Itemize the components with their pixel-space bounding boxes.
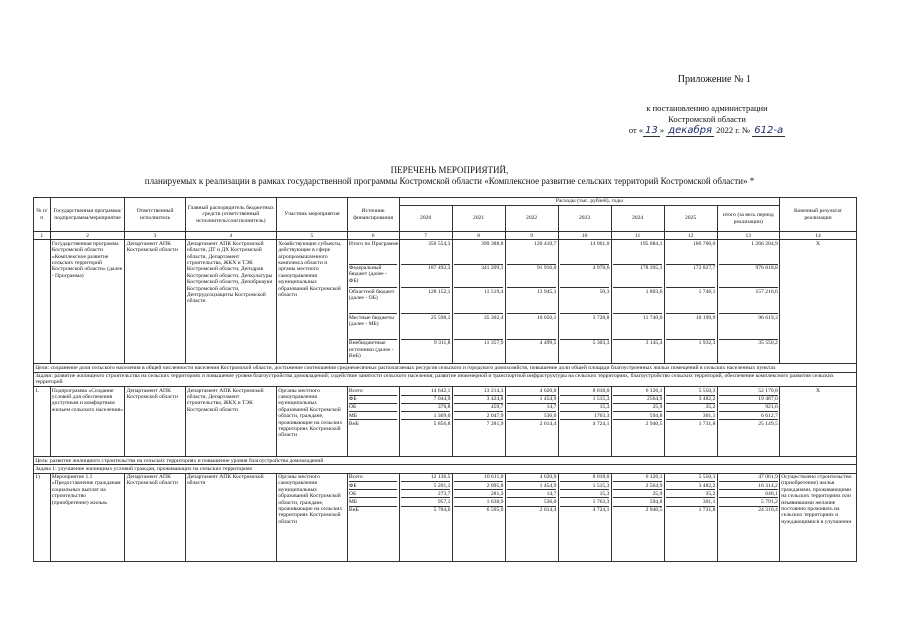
- col-number: 3: [125, 232, 185, 240]
- program-row: [34, 240, 857, 364]
- value-cell: 5 791,2: [719, 498, 778, 506]
- program-executor: Департамент АПК Костромской области: [125, 240, 185, 364]
- task-row: [34, 372, 857, 387]
- source-label: Федеральный бюджет (далее - ФБ): [349, 265, 398, 289]
- value-cell: 15,3: [560, 404, 610, 412]
- value-cell: 3 482,2: [666, 482, 716, 490]
- header-total: итого (за весь период реализации): [717, 206, 779, 232]
- source-label: Всего: [349, 388, 398, 396]
- value-cell: 341 209,1: [454, 265, 504, 289]
- value-cell: 4 620,0: [507, 388, 557, 396]
- subprogram-year-col: [611, 387, 664, 457]
- source-label: МБ: [349, 412, 398, 420]
- value-cell: 24 310,4: [758, 507, 778, 514]
- value-cell: 1 515,3: [560, 482, 610, 490]
- value-cell: 11 740,0: [613, 314, 663, 340]
- header-participant: Участник мероприятия: [277, 198, 348, 232]
- title-line-2: планируемых к реализации в рамках государственной программы Костромской области «Комплексное развитие сельских территорий Костромской области» *: [144, 176, 755, 186]
- value-cell: 5 550,3: [666, 388, 716, 396]
- value-cell: 536,0: [507, 498, 557, 506]
- value-cell: 15,3: [560, 490, 610, 498]
- col-number: 4: [185, 232, 276, 240]
- value-cell: 2 047,9: [454, 412, 504, 420]
- measure-gr: Департамент АПК Костромской области: [185, 473, 276, 561]
- value-cell: 4 620,0: [507, 474, 557, 482]
- value-cell: 3 728,8: [560, 314, 610, 340]
- value-cell: 6 126,1: [613, 474, 663, 482]
- value-cell: 459,7: [454, 404, 504, 412]
- subprogram-year-col: [664, 387, 717, 457]
- source-label: Внебюджетные источники (далее - ВнБ): [348, 340, 394, 360]
- value-cell: 14,7: [507, 490, 557, 498]
- task-row: [34, 465, 857, 473]
- measure-row: [34, 473, 857, 561]
- value-cell: 128 152,1: [401, 288, 451, 314]
- value-cell: 6 595,0: [486, 507, 504, 514]
- value-cell: 2 564,9: [613, 482, 663, 490]
- source-label: ОБ: [349, 490, 398, 498]
- value-cell: 10 199,9: [666, 314, 716, 340]
- value-cell: 1 266 204,9: [719, 241, 778, 265]
- value-cell: 957,1: [401, 498, 451, 506]
- value-cell: 4 978,6: [560, 265, 610, 289]
- subprogram-year-col: [505, 387, 558, 457]
- value-cell: 5 704,6: [433, 507, 451, 514]
- decree-date-line: [622, 125, 792, 136]
- value-cell: 9 311,8: [433, 340, 451, 347]
- value-cell: 1 731,8: [698, 420, 716, 427]
- value-cell: 172 827,7: [666, 265, 716, 289]
- value-cell: 8 018,0: [560, 388, 610, 396]
- measure-sources: [347, 473, 399, 561]
- col-number: 6: [347, 232, 399, 240]
- header-result: Конечный результат реализации: [780, 198, 857, 232]
- measure-participant: Органы местного самоуправления муниципальных образований Костромской области, граждане, проживающие на сельских территориях Костромской области: [277, 473, 348, 561]
- value-cell: 52 170,8: [719, 388, 778, 396]
- value-cell: 2 095,8: [454, 482, 504, 490]
- value-cell: 536,0: [507, 412, 557, 420]
- value-cell: 976 818,8: [719, 265, 778, 289]
- value-cell: 16 314,2: [719, 482, 778, 490]
- measure-year-col: [399, 473, 452, 561]
- header-name: Государственная программа/подпрограмма/мероприятие: [50, 198, 125, 232]
- subprogram-num: 1.: [34, 387, 51, 457]
- col-number: 2: [50, 232, 125, 240]
- source-label: ВнБ: [348, 420, 359, 427]
- col-number: 5: [277, 232, 348, 240]
- measure-total-col: [717, 473, 779, 561]
- subprogram-year-col: [558, 387, 611, 457]
- header-source: Источник финансирования: [347, 198, 399, 232]
- date-prefix: от «: [628, 125, 644, 135]
- value-cell: 370,8: [401, 404, 451, 412]
- value-cell: 4 724,1: [592, 507, 610, 514]
- goal-row: [34, 364, 857, 372]
- measures-table: [33, 197, 857, 562]
- value-cell: 91 916,0: [507, 265, 557, 289]
- value-cell: 301,1: [666, 412, 716, 420]
- value-cell: 2 614,4: [539, 507, 557, 514]
- measure-num: 1): [34, 473, 51, 561]
- value-cell: 281,3: [454, 490, 504, 498]
- source-label: ФБ: [349, 396, 398, 404]
- value-cell: 301,1: [666, 498, 716, 506]
- date-month: декабря: [668, 125, 712, 136]
- header-expenses: Расходы (тыс. рублей), годы: [399, 198, 779, 206]
- value-cell: 350 554,3: [401, 241, 451, 265]
- value-cell: 4 499,5: [539, 340, 557, 347]
- program-num: [34, 240, 51, 364]
- value-cell: 120 410,7: [507, 241, 557, 265]
- value-cell: 1 515,3: [560, 396, 610, 404]
- measure-year-col: [505, 473, 558, 561]
- value-cell: 11 357,9: [484, 340, 504, 347]
- value-cell: 5 856,8: [433, 420, 451, 427]
- decree-line-2: Костромской области: [668, 114, 746, 124]
- measure-result: Осуществлено строительство (приобретение) жилья гражданами, проживающими на сельских территориях или изъявившими желание постоянно проживать на сельских территориях и нуждающимися в улучшении: [780, 473, 857, 561]
- col-number: 10: [558, 232, 611, 240]
- program-year-col: [558, 240, 611, 364]
- value-cell: 35 550,2: [758, 340, 778, 347]
- col-number: 8: [452, 232, 505, 240]
- value-cell: 14,7: [507, 404, 557, 412]
- program-year-col: [664, 240, 717, 364]
- header-year: 2024: [611, 206, 664, 232]
- value-cell: 5 303,3: [592, 340, 610, 347]
- document-title: [0, 165, 899, 187]
- program-name: Государственная программа Костромской области «Комплексное развитие сельских территорий Костромской области» (далее - Программа): [50, 240, 125, 364]
- header-year: 2021: [452, 206, 505, 232]
- value-cell: 5 550,3: [666, 474, 716, 482]
- value-cell: 10 611,0: [454, 474, 504, 482]
- program-year-col: [505, 240, 558, 364]
- value-cell: 1 369,6: [401, 412, 451, 420]
- subprogram-total-col: [717, 387, 779, 457]
- value-cell: 594,8: [613, 412, 663, 420]
- value-cell: 1 746,1: [666, 288, 716, 314]
- date-mid: »: [659, 125, 665, 135]
- value-cell: 646,1: [719, 490, 778, 498]
- program-gr: Департамент АПК Костромской области, ДТ и ДХ Костромской области, Департамент строительства, ЖКХ и ТЭК Костромской области, Депздрав Костромской области, Депкультуры Костромской области, Депобрнауки Костромской области, Дептрудсоцзащиты Костромской области: [185, 240, 276, 364]
- value-cell: 2564,9: [613, 396, 663, 404]
- header-gr: Главный распорядитель бюджетных средств (ответственный исполнитель/соисполнитель): [185, 198, 276, 232]
- value-cell: 1 763,3: [560, 498, 610, 506]
- measure-year-col: [452, 473, 505, 561]
- col-number: 9: [505, 232, 558, 240]
- value-cell: 1 454,9: [507, 396, 557, 404]
- value-cell: 1763,3: [560, 412, 610, 420]
- program-year-col: [611, 240, 664, 364]
- header-row-1: [34, 198, 857, 206]
- col-number: 14: [780, 232, 857, 240]
- source-label: ФБ: [349, 482, 398, 490]
- subprogram-row: [34, 387, 857, 457]
- value-cell: 13 945,1: [507, 288, 557, 314]
- value-cell: 7 281,9: [486, 420, 504, 427]
- program-sources: [347, 240, 399, 364]
- date-year: 2022 г. №: [716, 125, 751, 135]
- value-cell: 594,8: [613, 498, 663, 506]
- title-line-1: ПЕРЕЧЕНЬ МЕРОПРИЯТИЙ,: [390, 165, 509, 175]
- value-cell: 50,3: [560, 288, 610, 314]
- measure-year-col: [611, 473, 664, 561]
- value-cell: 3 145,4: [645, 340, 663, 347]
- subprogram-year-col: [399, 387, 452, 457]
- decree-number: 612-а: [754, 125, 784, 136]
- column-number-row: [34, 232, 857, 240]
- program-total-col: [717, 240, 779, 364]
- source-label: МБ: [349, 498, 398, 506]
- value-cell: 35 302,4: [454, 314, 504, 340]
- header-year: 2020: [399, 206, 452, 232]
- value-cell: 10 050,1: [507, 314, 557, 340]
- source-label: Местные бюджеты (далее - МБ): [349, 314, 398, 340]
- source-label: Итого по Программе: [349, 241, 398, 265]
- value-cell: 1 638,9: [454, 498, 504, 506]
- measure-year-col: [664, 473, 717, 561]
- value-cell: 35,2: [666, 404, 716, 412]
- subprogram-sources: [347, 387, 399, 457]
- value-cell: 19 487,0: [719, 396, 778, 404]
- value-cell: 14 061,0: [560, 241, 610, 265]
- value-cell: 273,7: [401, 490, 451, 498]
- value-cell: 6 126,1: [613, 388, 663, 396]
- value-cell: 2 940,5: [645, 507, 663, 514]
- measure-executor: Департамент АПК Костромской области: [125, 473, 185, 561]
- header-year: 2025: [664, 206, 717, 232]
- value-cell: 1 731,8: [698, 507, 716, 514]
- date-day: 13: [645, 125, 658, 136]
- header-num: № п/п: [34, 198, 51, 232]
- subprogram-year-col: [452, 387, 505, 457]
- decree-line-1: к постановлению администрации: [646, 103, 768, 113]
- value-cell: 5 201,1: [401, 482, 451, 490]
- measure-year-col: [558, 473, 611, 561]
- value-cell: 12 136,5: [401, 474, 451, 482]
- value-cell: 195 084,1: [613, 241, 663, 265]
- value-cell: 25 598,1: [401, 314, 451, 340]
- program-participant: Хозяйствующие субъекты, действующие в сфере агропромышленного комплекса области и органы местного самоуправления муниципальных образований Костромской области: [277, 240, 348, 364]
- decree-reference: [622, 103, 792, 136]
- goal-text: Цели: сохранение доли сельского населения в общей численности населения Костромской области, достижение соотношения среднемесячных располагаемых ресурсов сельского и городского домохозяйств, повышение доли общей площади благоустроенных жилых помещений в сельских населенных пунктах: [34, 364, 857, 372]
- col-number: 12: [664, 232, 717, 240]
- value-cell: 6 612,7: [719, 412, 778, 420]
- goal-text: Цель: развитие жилищного строительства на сельских территориях и повышение уровня благоустройства домовладений: [34, 457, 857, 465]
- value-cell: 25 149,5: [758, 420, 778, 427]
- col-number: 1: [34, 232, 51, 240]
- value-cell: 13 214,3: [454, 388, 504, 396]
- subprogram-participant: Органы местного самоуправления муниципальных образований Костромской области, граждане, проживающие на сельских территориях Костромской области: [277, 387, 348, 457]
- source-label: ОБ: [349, 404, 398, 412]
- col-number: 13: [717, 232, 779, 240]
- header-year: 2022: [505, 206, 558, 232]
- value-cell: 921,6: [719, 404, 778, 412]
- header-year: 2023: [558, 206, 611, 232]
- value-cell: 3 482,2: [666, 396, 716, 404]
- value-cell: 25,9: [613, 490, 663, 498]
- program-result: Х: [780, 240, 857, 364]
- subprogram-gr: Департамент АПК Костромской области, Департамент строительства, ЖКХ и ТЭК Костромской области: [185, 387, 276, 457]
- value-cell: 14 642,1: [401, 388, 451, 396]
- task-text: Задачи: развитие жилищного строительства на сельских территориях и повышение уровня благоустройства домовладений; содействие занятости сельского населения; развитие инженерной и транспортной инфраструктуры на сельских территориях, благоустройство сельских территорий, обеспечение комплексного развития сельских территорий: [34, 372, 857, 387]
- source-label: Областной бюджет (далее - ОБ): [349, 288, 398, 314]
- value-cell: 1 932,3: [698, 340, 716, 347]
- value-cell: 399 388,8: [454, 241, 504, 265]
- subprogram-result: Х: [780, 387, 857, 457]
- task-text: Задача 1: улучшение жилищных условий граждан, проживающих на сельских территориях: [34, 465, 857, 473]
- program-year-col: [399, 240, 452, 364]
- subprogram-name: Подпрограмма «Создание условий для обеспечения доступным и комфортным жильем сельского населения»: [50, 387, 125, 457]
- source-label: ВнБ: [348, 507, 359, 514]
- measure-name: Мероприятие 1.1 «Предоставление гражданам социальных выплат на строительство (приобретение) жилья»: [50, 473, 125, 561]
- value-cell: 8 018,0: [560, 474, 610, 482]
- value-cell: 25,9: [613, 404, 663, 412]
- value-cell: 11 519,4: [454, 288, 504, 314]
- value-cell: 7 044,9: [401, 396, 451, 404]
- value-cell: 187 492,3: [401, 265, 451, 289]
- value-cell: 178 395,1: [613, 265, 663, 289]
- value-cell: 1 803,6: [613, 288, 663, 314]
- value-cell: 186 706,0: [666, 241, 716, 265]
- program-year-col: [452, 240, 505, 364]
- value-cell: 96 619,3: [719, 314, 778, 340]
- value-cell: 2 614,4: [539, 420, 557, 427]
- col-number: 11: [611, 232, 664, 240]
- value-cell: 1 454,9: [507, 482, 557, 490]
- value-cell: 47 061,9: [719, 474, 778, 482]
- value-cell: 35,2: [666, 490, 716, 498]
- header-executor: Ответственный исполнитель: [125, 198, 185, 232]
- value-cell: 2 940,5: [645, 420, 663, 427]
- col-number: 7: [399, 232, 452, 240]
- value-cell: 4 724,1: [592, 420, 610, 427]
- value-cell: 157 216,6: [719, 288, 778, 314]
- goal-row: [34, 457, 857, 465]
- value-cell: 3 424,8: [454, 396, 504, 404]
- source-label: Всего: [349, 474, 398, 482]
- subprogram-executor: Департамент АПК Костромской области: [125, 387, 185, 457]
- annex-label: Приложение № 1: [677, 74, 751, 85]
